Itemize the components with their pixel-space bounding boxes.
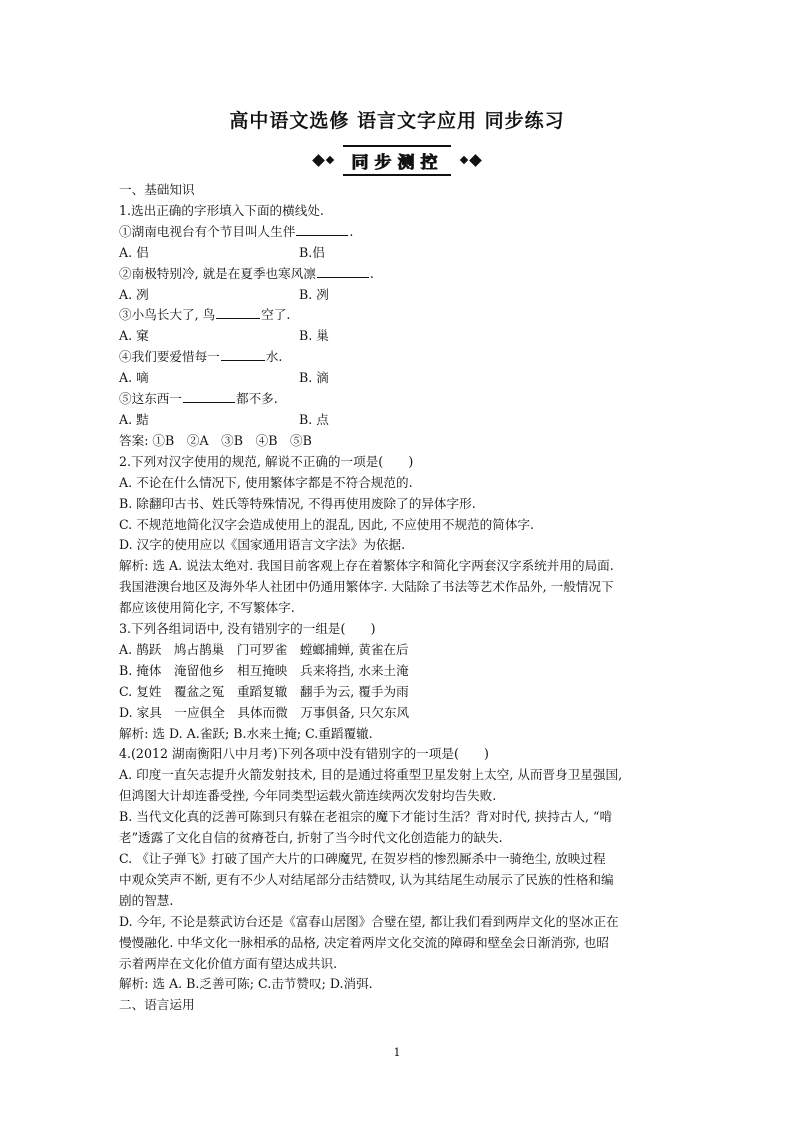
option-line: C. 复姓 覆盆之冤 重蹈复辙 翻手为云, 覆手为雨 — [119, 683, 409, 699]
question-item: ⑤这东西一 都不多. — [119, 391, 278, 407]
answer-blank — [183, 389, 235, 403]
option-line: B. 当代文化真的泛善可陈到只有躲在老祖宗的魔下才能讨生活？背对时代, 挟持古人, “啃 — [119, 809, 613, 825]
answer-blank — [221, 347, 265, 361]
option-line: A. 鹊跃 鸠占鹊巢 门可罗雀 螳螂捕蝉, 黄雀在后 — [119, 641, 409, 657]
answer-line: 答案: ①B ②A ③B ④B ⑤B — [119, 432, 312, 448]
option-line: 老”透露了文化自信的贫瘠苍白, 折射了当今时代文化创造能力的缺失. — [119, 830, 503, 846]
option-b: B. 冽 — [299, 286, 329, 302]
option-b: B. 滴 — [299, 370, 329, 386]
option-b: B. 巢 — [299, 328, 329, 344]
option-a: A. 嘀 — [119, 370, 149, 386]
option-line: 慢慢融化. 中华文化一脉相承的品格, 决定着两岸文化交流的障碍和壁垒会日渐消弥, 也昭 — [119, 934, 609, 950]
option-line: D. 今年, 不论是蔡武访台还是《富春山居图》合璧在望, 都让我们看到两岸文化的坚冰正在 — [119, 913, 619, 929]
option-row — [119, 410, 679, 431]
option-row — [119, 368, 679, 389]
analysis-line: 解析: 选 A. B.乏善可陈; C.击节赞叹; D.消弭. — [119, 976, 373, 992]
option-a: A. 窠 — [119, 328, 149, 344]
option-line: 剧的智慧. — [119, 892, 174, 908]
section-heading: 一、基础知识 — [119, 182, 195, 197]
diamond-ornament-icon — [312, 154, 325, 167]
option-b: B.侣 — [299, 244, 325, 260]
diamond-ornament-icon — [326, 156, 334, 164]
option-row — [119, 243, 679, 264]
answer-blank — [296, 222, 348, 236]
answer-blank — [317, 264, 369, 278]
analysis-line: 都应该使用简化字, 不写繁体字. — [119, 600, 295, 616]
option-line: C. 《让子弹飞》打破了国产大片的口碑魔咒, 在贺岁档的惨烈厮杀中一骑绝尘, 放映过程 — [119, 851, 606, 866]
question-item: ③小鸟长大了, 鸟 空了. — [119, 307, 291, 323]
option-line: D. 汉字的使用应以《国家通用语言文字法》为依据. — [119, 537, 406, 553]
question-stem: 1.选出正确的字形填入下面的横线处. — [119, 202, 324, 218]
question-item: ①湖南电视台有个节目叫人生伴 . — [119, 223, 354, 239]
answer-blank — [216, 305, 260, 319]
option-line: 中观众笑声不断, 更有不少人对结尾部分击结赞叹, 认为其结尾生动展示了民族的性格和编 — [119, 871, 614, 887]
analysis-line: 解析: 选 D. A.雀跃; B.水来土掩; C.重蹈覆辙. — [119, 725, 373, 741]
option-line: 示着两岸在文化价值方面有望达成共识. — [119, 955, 338, 971]
page-title: 高中语文选修 语言文字应用 同步练习 — [229, 110, 565, 132]
question-item: ②南极特别冷, 就是在夏季也寒风凛 . — [119, 265, 374, 281]
option-line: B. 除翻印古书、姓氏等特殊情况, 不得再使用废除了的异体字形. — [119, 495, 476, 511]
option-a: A. 黠 — [119, 411, 149, 427]
question-item: ④我们要爱惜每一 水. — [119, 349, 283, 365]
analysis-line: 我国港澳台地区及海外华人社团中仍通用繁体字. 大陆除了书法等艺术作品外, 一般情况下 — [119, 579, 614, 595]
analysis-line: 解析: 选 A. 说法太绝对. 我国目前客观上存在着繁体字和简化字两套汉字系统并用的局面. — [119, 558, 614, 574]
option-line: B. 掩体 淹留他乡 相互掩映 兵来将挡, 水来土淹 — [119, 662, 409, 678]
document-body — [119, 180, 679, 1016]
option-line: 但鸿图大计却连番受挫, 今年同类型运载火箭连续两次发射均告失败. — [119, 788, 497, 804]
option-line: C. 不规范地简化汉字会造成使用上的混乱, 因此, 不应使用不规范的简体字. — [119, 516, 535, 532]
section-heading: 二、语言运用 — [119, 997, 195, 1013]
option-a: A. 冽 — [119, 286, 149, 302]
section-banner — [0, 146, 794, 174]
option-row — [119, 285, 679, 306]
option-line: A. 印度一直矢志提升火箭发射技术, 目的是通过将重型卫星发射上太空, 从而晋身卫星强国, — [119, 767, 623, 783]
question-stem: 4.(2012 湖南衡阳八中月考)下列各项中没有错别字的一项是( ) — [119, 746, 489, 762]
option-row — [119, 326, 679, 347]
diamond-ornament-icon — [460, 156, 468, 164]
page-number: 1 — [393, 1046, 401, 1059]
banner-label: 同步测控 — [343, 145, 451, 176]
question-stem: 2.下列对汉字使用的规范, 解说不正确的一项是( ) — [119, 453, 414, 469]
option-a: A. 侣 — [119, 244, 149, 260]
option-line: A. 不论在什么情况下, 使用繁体字都是不符合规范的. — [119, 474, 413, 490]
option-b: B. 点 — [299, 411, 329, 427]
option-line: D. 家具 一应俱全 具体而微 万事俱备, 只欠东风 — [119, 704, 410, 720]
diamond-ornament-icon — [469, 154, 482, 167]
question-stem: 3.下列各组词语中, 没有错别字的一组是( ) — [119, 621, 376, 637]
